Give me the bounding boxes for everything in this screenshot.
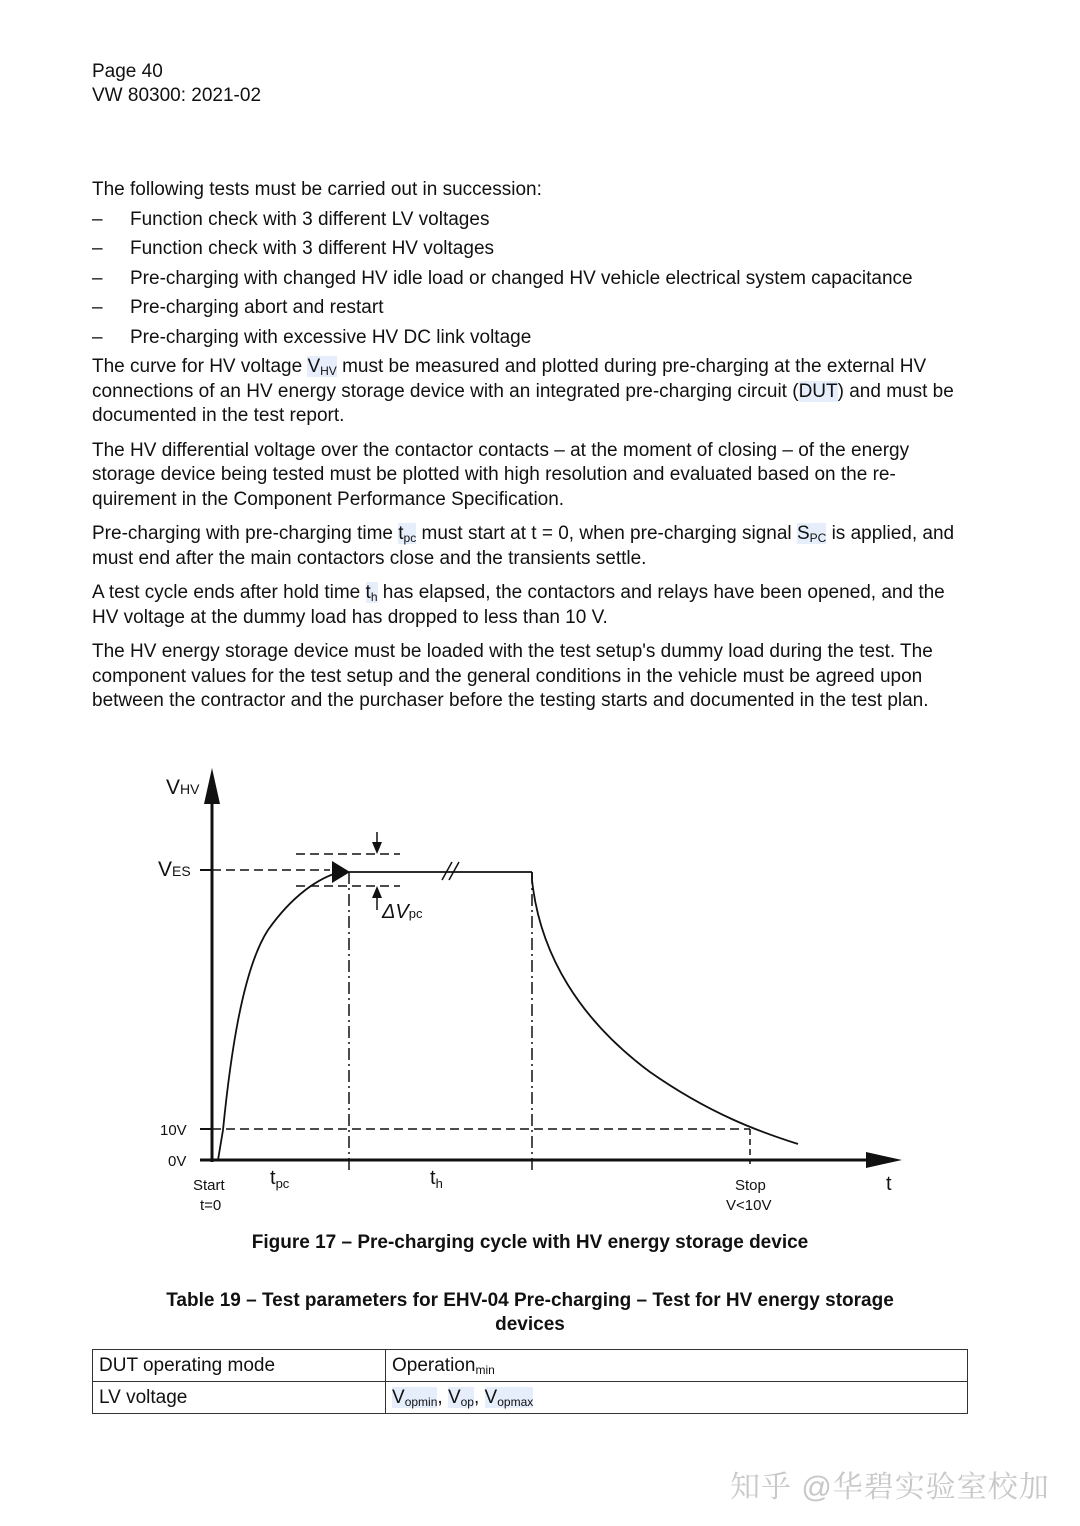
list-item-text: Pre-charging with changed HV idle load or changed HV vehicle electrical system capacitance	[130, 267, 913, 289]
table-cell-label: DUT operating mode	[93, 1350, 386, 1382]
watermark: 知乎 @华碧实验室校加	[730, 1471, 1050, 1504]
delta-v-label: ΔV	[382, 901, 409, 923]
stop-condition-label: V<10V	[726, 1197, 772, 1214]
test-parameters-table	[92, 1349, 968, 1414]
svg-text:tpc: $t_{pc}$	[270, 1167, 290, 1191]
y-axis-label: V	[166, 776, 181, 799]
table-row	[93, 1350, 968, 1382]
list-item-text: Function check with 3 different LV voltages	[130, 208, 490, 230]
test-list	[92, 208, 972, 356]
precharge-curve	[218, 872, 340, 1160]
list-item-text: Function check with 3 different HV voltages	[130, 238, 495, 259]
table-cell-value: $V_{opmin}$, $V_{op}$, $V_{opmax}$	[386, 1382, 968, 1414]
paragraph-differential-voltage: The HV differential voltage over the contactor contacts – at the moment of closing – of the energy storage device being tested must be plotted with high resolution and evaluated based on the re-quirement in the Component Performance Specification.	[92, 439, 910, 510]
intro-text: The following tests must be carried out in succession:	[92, 179, 542, 200]
paragraph-precharging-time: Pre-charging with pre-charging time $t_{pc}$ must start at t = 0, when pre-charging signal $S_{PC}$ is applied, and must end after the main contactors close and the transients settle.	[92, 523, 955, 569]
dash-bullet: –	[92, 297, 103, 318]
dash-bullet: –	[92, 238, 103, 259]
dash-bullet: –	[92, 208, 103, 230]
arrow-up-icon	[372, 886, 382, 898]
body-text	[92, 178, 972, 724]
list-item-text: Pre-charging with excessive HV DC link voltage	[130, 326, 532, 348]
list-item	[92, 296, 972, 326]
start-label: Start	[193, 1177, 225, 1194]
th-label: t	[430, 1167, 436, 1189]
list-item	[92, 237, 972, 267]
arrow-down-icon	[372, 842, 382, 854]
tpc-label: t	[270, 1167, 276, 1189]
dash-bullet: –	[92, 267, 103, 289]
table-caption: Table 19 – Test parameters for EHV-04 Pre-charging – Test for HV energy storage devices	[166, 1290, 894, 1335]
paragraph-dummy-load: The HV energy storage device must be loaded with the test setup's dummy load during the test. The component values for the test setup and the general conditions in the vehicle must be agreed upon between the contractor and the purchaser before the testing starts and documented in the test plan.	[92, 641, 933, 711]
tick-label-0v: 0V	[168, 1153, 187, 1170]
precharge-arrow-icon	[332, 861, 350, 883]
stop-label: Stop	[735, 1177, 766, 1194]
figure-caption: Figure 17 – Pre-charging cycle with HV energy storage device	[251, 1232, 809, 1253]
ves-label: V	[158, 858, 173, 881]
list-item-text: Pre-charging abort and restart	[130, 297, 384, 318]
list-item	[92, 326, 972, 356]
table-row	[93, 1382, 968, 1414]
precharging-cycle-figure	[150, 760, 920, 1220]
svg-text:VHV: VHV	[166, 776, 200, 799]
table-cell-label: LV voltage	[93, 1382, 386, 1414]
svg-text:VES: VES	[158, 858, 191, 881]
paragraph-test-cycle: A test cycle ends after hold time $t_h$ has elapsed, the contactors and relays have been opened, and the HV voltage at the dummy load has dropped to less than 10 V.	[92, 582, 945, 628]
svg-text:th: $t_h$	[430, 1167, 443, 1191]
list-item	[92, 267, 972, 297]
page-header	[92, 60, 261, 108]
y-axis-arrow-icon	[204, 768, 220, 804]
svg-text:ΔVpc: ΔVpc	[382, 901, 423, 923]
tick-label-10v: 10V	[160, 1122, 187, 1139]
document-id: VW 80300: 2021-02	[92, 85, 262, 106]
discharge-curve	[532, 872, 798, 1144]
paragraph-hv-curve: The curve for HV voltage $V_{HV}$ must be measured and plotted during pre-charging at the external HV connections of an HV energy storage device with an integrated pre-charging circuit (DUT) and must be documented in the test report.	[92, 356, 954, 426]
dash-bullet: –	[92, 326, 103, 348]
break-mark-icon	[442, 862, 459, 880]
page-number: Page 40	[92, 61, 163, 82]
x-axis-label: t	[886, 1173, 892, 1195]
list-item	[92, 208, 972, 238]
dut-term: DUT	[798, 380, 838, 402]
x-axis-arrow-icon	[866, 1152, 902, 1168]
table-cell-value: Operation$_{min}$	[386, 1350, 968, 1382]
start-time-label: t=0	[200, 1197, 222, 1214]
